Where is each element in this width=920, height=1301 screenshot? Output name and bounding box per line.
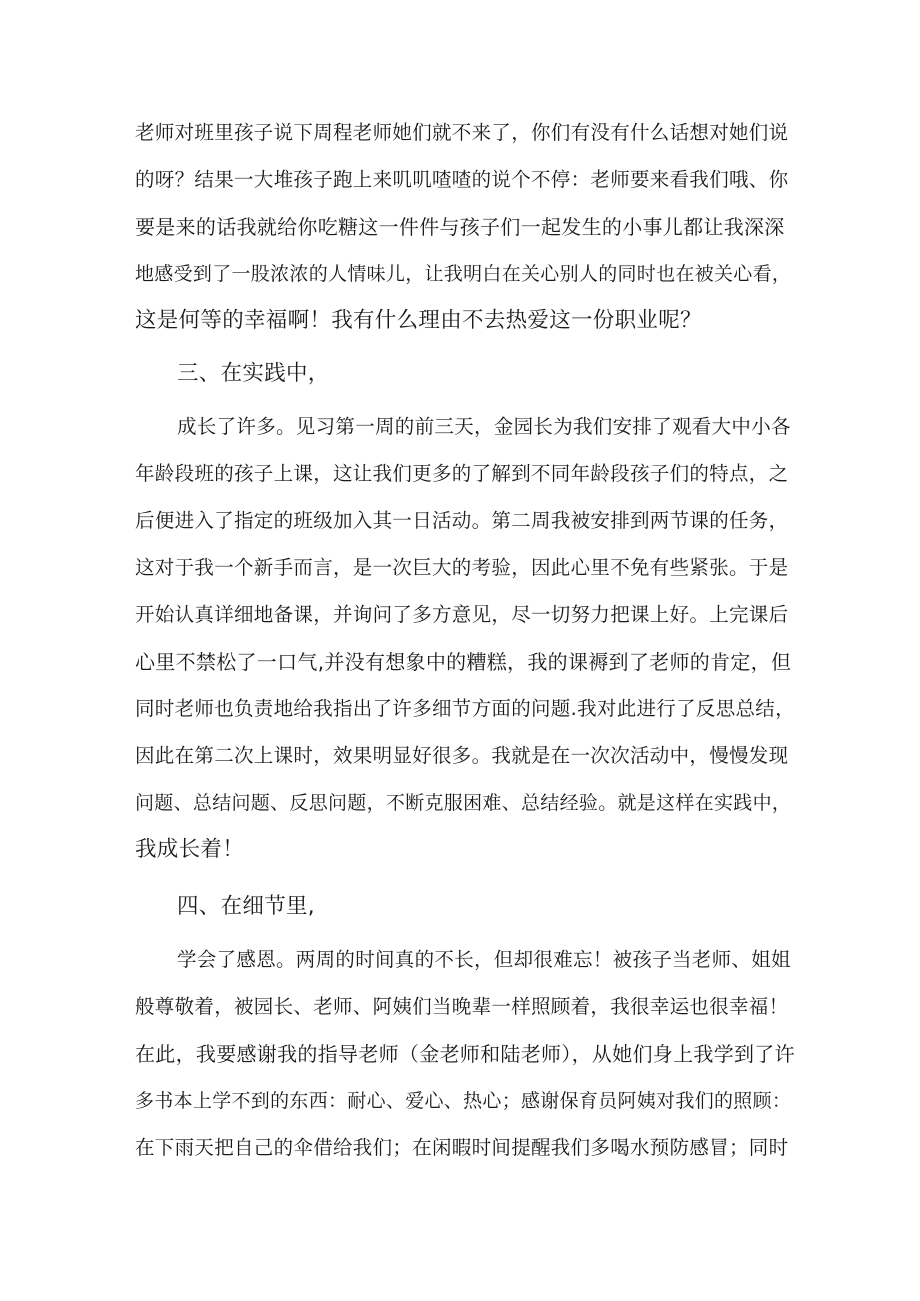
body-text-line: 在下雨天把自己的伞借给我们；在闲暇时间提醒我们多喝水预防感冒；同时: [135, 1136, 789, 1159]
body-text-line: 成长了许多。见习第一周的前三天，金园长为我们安排了观看大中小各: [177, 415, 791, 438]
body-text-line: 这对于我一个新手而言，是一次巨大的考验，因此心里不免有些紧张。于是: [135, 556, 789, 579]
body-text-line: 问题、总结问题、反思问题，不断克服困难、总结经验。就是这样在实践中，: [135, 792, 792, 814]
body-text-line: 我成长着！: [135, 837, 245, 862]
body-text-line: 要是来的话我就给你吃糖这一件件与孩子们一起发生的小事儿都让我深深: [135, 215, 785, 239]
body-text-line: 在此，我要感谢我的指导老师（金老师和陆老师），从她们身上我学到了许: [135, 1042, 795, 1066]
body-text-line: 后便进入了指定的班级加入其一日活动。第二周我被安排到两节课的任务，: [135, 509, 789, 532]
body-text-line: 学会了感恩。两周的时间真的不长，但却很难忘！被孩子当老师、姐姐: [177, 948, 791, 971]
body-text-line: 年龄段班的孩子上课，这让我们更多的了解到不同年龄段孩子们的特点，之: [135, 462, 789, 485]
body-text-line: 老师对班里孩子说下周程老师她们就不来了，你们有没有什么话想对她们说: [135, 121, 789, 144]
body-text-line: 这是何等的幸福啊！我有什么理由不去热爱这一份职业呢？: [135, 308, 702, 333]
body-text-line: 的呀？结果一大堆孩子跑上来叽叽喳喳的说个不停：老师要来看我们哦、你: [135, 168, 789, 191]
body-text-line: 同时老师也负责地给我指出了许多细节方面的问题.我对此进行了反思总结，: [135, 697, 795, 720]
body-text-line: 开始认真详细地备课，并询问了多方意见，尽一切努力把课上好。上完课后: [135, 603, 789, 626]
body-text-line: 心里不禁松了一口气,并没有想象中的糟糕，我的课褥到了老师的肯定，但: [135, 650, 792, 674]
body-text-line: 因此在第二次上课时，效果明显好很多。我就是在一次次活动中，慢慢发现: [135, 744, 789, 767]
body-text-line: 地感受到了一股浓浓的人情味儿，让我明白在关心别人的同时也在被关心看，: [135, 263, 792, 285]
section-heading: 四、在细节里,: [177, 894, 315, 919]
section-heading: 三、在实践中，: [177, 361, 330, 386]
body-text-line: 般尊敬着，被园长、老师、阿姨们当晚辈一样照顾着，我很幸运也很幸福！: [135, 995, 789, 1018]
body-text-line: 多书本上学不到的东西：耐心、爱心、热心；感谢保育员阿姨对我们的照顾：: [135, 1090, 792, 1112]
